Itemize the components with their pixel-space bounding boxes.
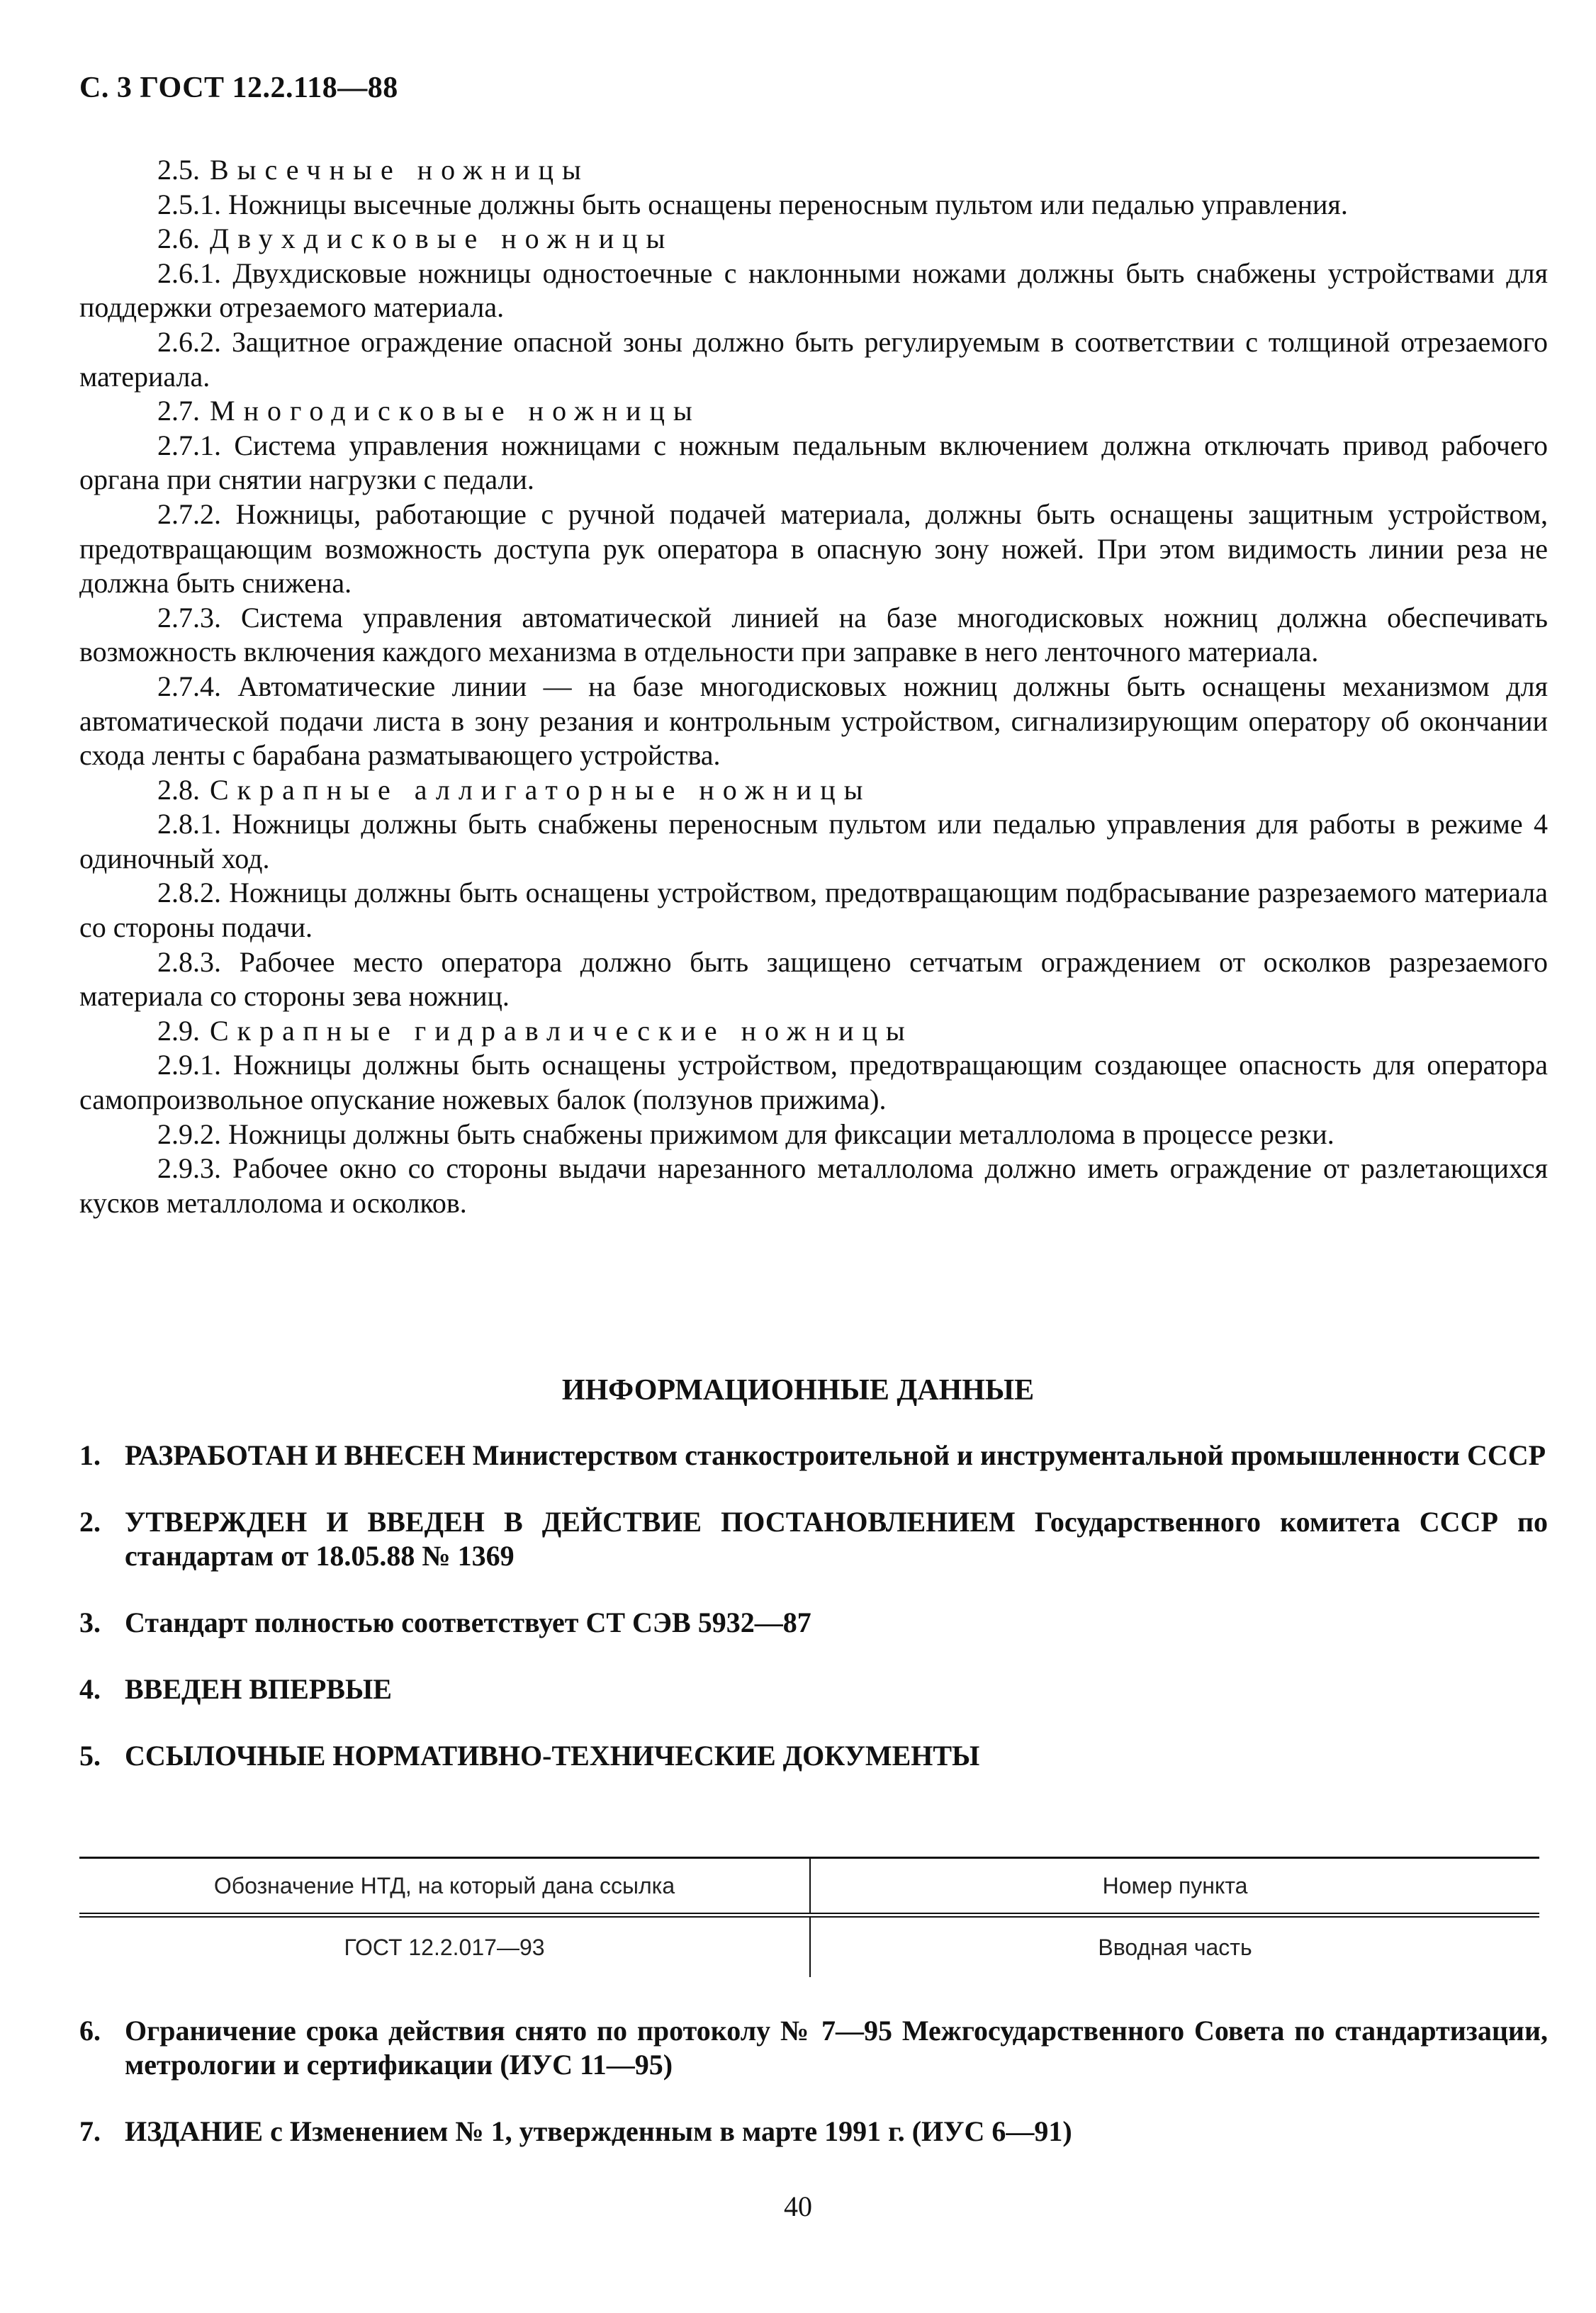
info-item: 7. ИЗДАНИЕ с Изменением № 1, утвержденным в марте 1991 г. (ИУС 6—91)	[79, 2115, 1072, 2147]
paragraph: 2.8.1. Ножницы должны быть снабжены переносным пультом или педалью управления для работы в режиме 4 одиночный ход.	[79, 808, 1548, 874]
info-title: ИНФОРМАЦИОННЫЕ ДАННЫЕ	[561, 1374, 1035, 1407]
info-item: 1. РАЗРАБОТАН И ВНЕСЕН Министерством станкостроительной и инструментальной промышленности СССР	[79, 1439, 1546, 1471]
paragraph: 2.7.1. Система управления ножницами с ножным педальным включением должна отключать привод рабочего органа при снятии нагрузки с педали.	[79, 429, 1548, 496]
table-header-cell: Обозначение НТД, на который дана ссылка	[79, 1858, 810, 1915]
info-item: 2. УТВЕРЖДЕН И ВВЕДЕН В ДЕЙСТВИЕ ПОСТАНОВЛЕНИЕМ Государственного комитета СССР по стандартам от 18.05.88 № 1369	[79, 1506, 1548, 1572]
section-heading: 2.6. Двухдисковые ножницы	[157, 223, 674, 255]
page-number: 40	[784, 2190, 812, 2222]
paragraph: 2.7.3. Система управления автоматической линией на базе многодисковых ножниц должна обеспечивать возможность включения каждого механизма в отдельности при заправке в него ленточного материала.	[79, 601, 1548, 668]
table-row	[79, 1915, 1539, 1978]
table-header-cell: Номер пункта	[810, 1858, 1539, 1915]
section-heading: 2.9. Скрапные гидравлические ножницы	[157, 1014, 914, 1047]
table-cell: Вводная часть	[1098, 1934, 1252, 1960]
paragraph: 2.8.3. Рабочее место оператора должно быть защищено сетчатым ограждением от осколков разрезаемого материала со стороны зева ножниц.	[79, 945, 1548, 1013]
paragraph: 2.6.2. Защитное ограждение опасной зоны должно быть регулируемым в соответствии с толщиной отрезаемого материала.	[79, 325, 1548, 393]
paragraph: 2.9.1. Ножницы должны быть оснащены устройством, предотвращающим создающее опасность для оператора самопроизвольное опускание ножевых балок (ползунов прижима).	[79, 1049, 1548, 1116]
reference-table	[79, 1857, 1539, 1977]
paragraph: 2.7.4. Автоматические линии — на базе многодисковых ножниц должны быть оснащены механизмом для автоматической подачи листа в зону резания и контрольным устройством, сигнализирующим оператору об окончании схода ленты с барабана разматывающего устройства.	[79, 670, 1548, 772]
section-heading: 2.8. Скрапные аллигаторные ножницы	[157, 773, 872, 806]
page-header: С. 3 ГОСТ 12.2.118—88	[79, 72, 398, 104]
info-item: 5. ССЫЛОЧНЫЕ НОРМАТИВНО-ТЕХНИЧЕСКИЕ ДОКУМЕНТЫ	[79, 1740, 980, 1772]
paragraph: 2.6.1. Двухдисковые ножницы одностоечные с наклонными ножами должны быть снабжены устройствами для поддержки отрезаемого материала.	[79, 257, 1548, 324]
info-item: 4. ВВЕДЕН ВПЕРВЫЕ	[79, 1673, 392, 1705]
section-heading: 2.7. Многодисковые ножницы	[157, 395, 701, 427]
info-item: 3. Стандарт полностью соответствует СТ СЭВ 5932—87	[79, 1606, 811, 1638]
paragraph: 2.8.2. Ножницы должны быть оснащены устройством, предотвращающим подбрасывание разрезаемого материала со стороны подачи.	[79, 877, 1548, 944]
table-header-row	[79, 1858, 1539, 1915]
info-list-continued	[79, 2014, 1548, 2149]
section-text	[79, 153, 1548, 1220]
paragraph: 2.7.2. Ножницы, работающие с ручной подачей материала, должны быть оснащены защитным устройством, предотвращающим возможность доступа рук оператора в опасную зону ножей. При этом видимость линии реза не должна быть снижена.	[79, 497, 1548, 600]
section-heading: 2.5. Высечные ножницы	[157, 154, 590, 186]
info-item: 6. Ограничение срока действия снято по протоколу № 7—95 Межгосударственного Совета по стандартизации, метрологии и сертификации (ИУС 11—95)	[79, 2015, 1548, 2081]
table-cell: ГОСТ 12.2.017—93	[79, 1915, 810, 1978]
paragraph: 2.5.1. Ножницы высечные должны быть оснащены переносным пультом или педалью управления.	[157, 188, 1348, 220]
paragraph: 2.9.3. Рабочее окно со стороны выдачи нарезанного металлолома должно иметь ограждение от разлетающихся кусков металлолома и осколков.	[79, 1152, 1548, 1219]
paragraph: 2.9.2. Ножницы должны быть снабжены прижимом для фиксации металлолома в процессе резки.	[157, 1118, 1334, 1150]
info-list	[79, 1439, 1548, 1773]
